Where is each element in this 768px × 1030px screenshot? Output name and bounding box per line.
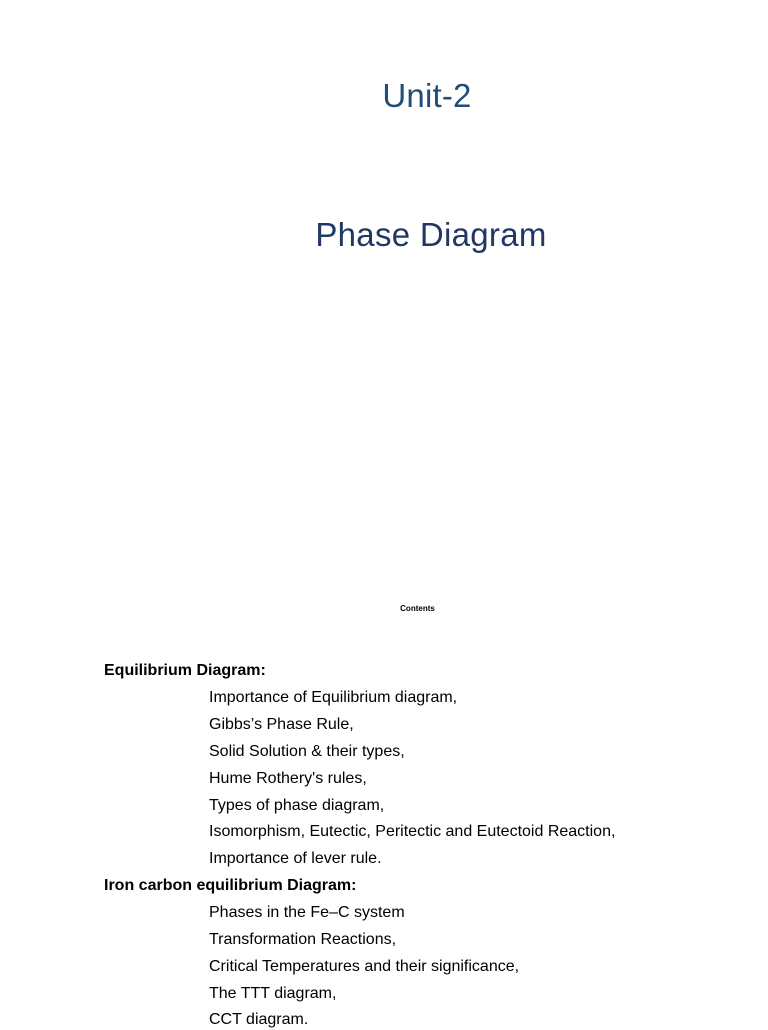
list-item: Gibbs’s Phase Rule, xyxy=(209,716,354,733)
list-item: Types of phase diagram, xyxy=(209,797,385,814)
list-item: Isomorphism, Eutectic, Peritectic and Eutectoid Reaction, xyxy=(209,823,616,840)
section-heading-equilibrium: Equilibrium Diagram: xyxy=(104,662,266,679)
list-item: Phases in the Fe–C system xyxy=(209,904,405,921)
list-item: Importance of Equilibrium diagram, xyxy=(209,689,458,706)
list-item: The TTT diagram, xyxy=(209,985,337,1002)
list-item: Importance of lever rule. xyxy=(209,850,382,867)
list-item: Critical Temperatures and their significance, xyxy=(209,958,520,975)
section-heading-iron-carbon: Iron carbon equilibrium Diagram: xyxy=(104,877,357,894)
list-item: Transformation Reactions, xyxy=(209,931,397,948)
list-item: CCT diagram. xyxy=(209,1011,309,1028)
contents-label: Contents xyxy=(400,604,435,613)
list-item: Solid Solution & their types, xyxy=(209,743,405,760)
page-title: Phase Diagram xyxy=(315,216,547,253)
unit-title: Unit-2 xyxy=(382,77,472,114)
list-item: Hume Rothery's rules, xyxy=(209,770,367,787)
